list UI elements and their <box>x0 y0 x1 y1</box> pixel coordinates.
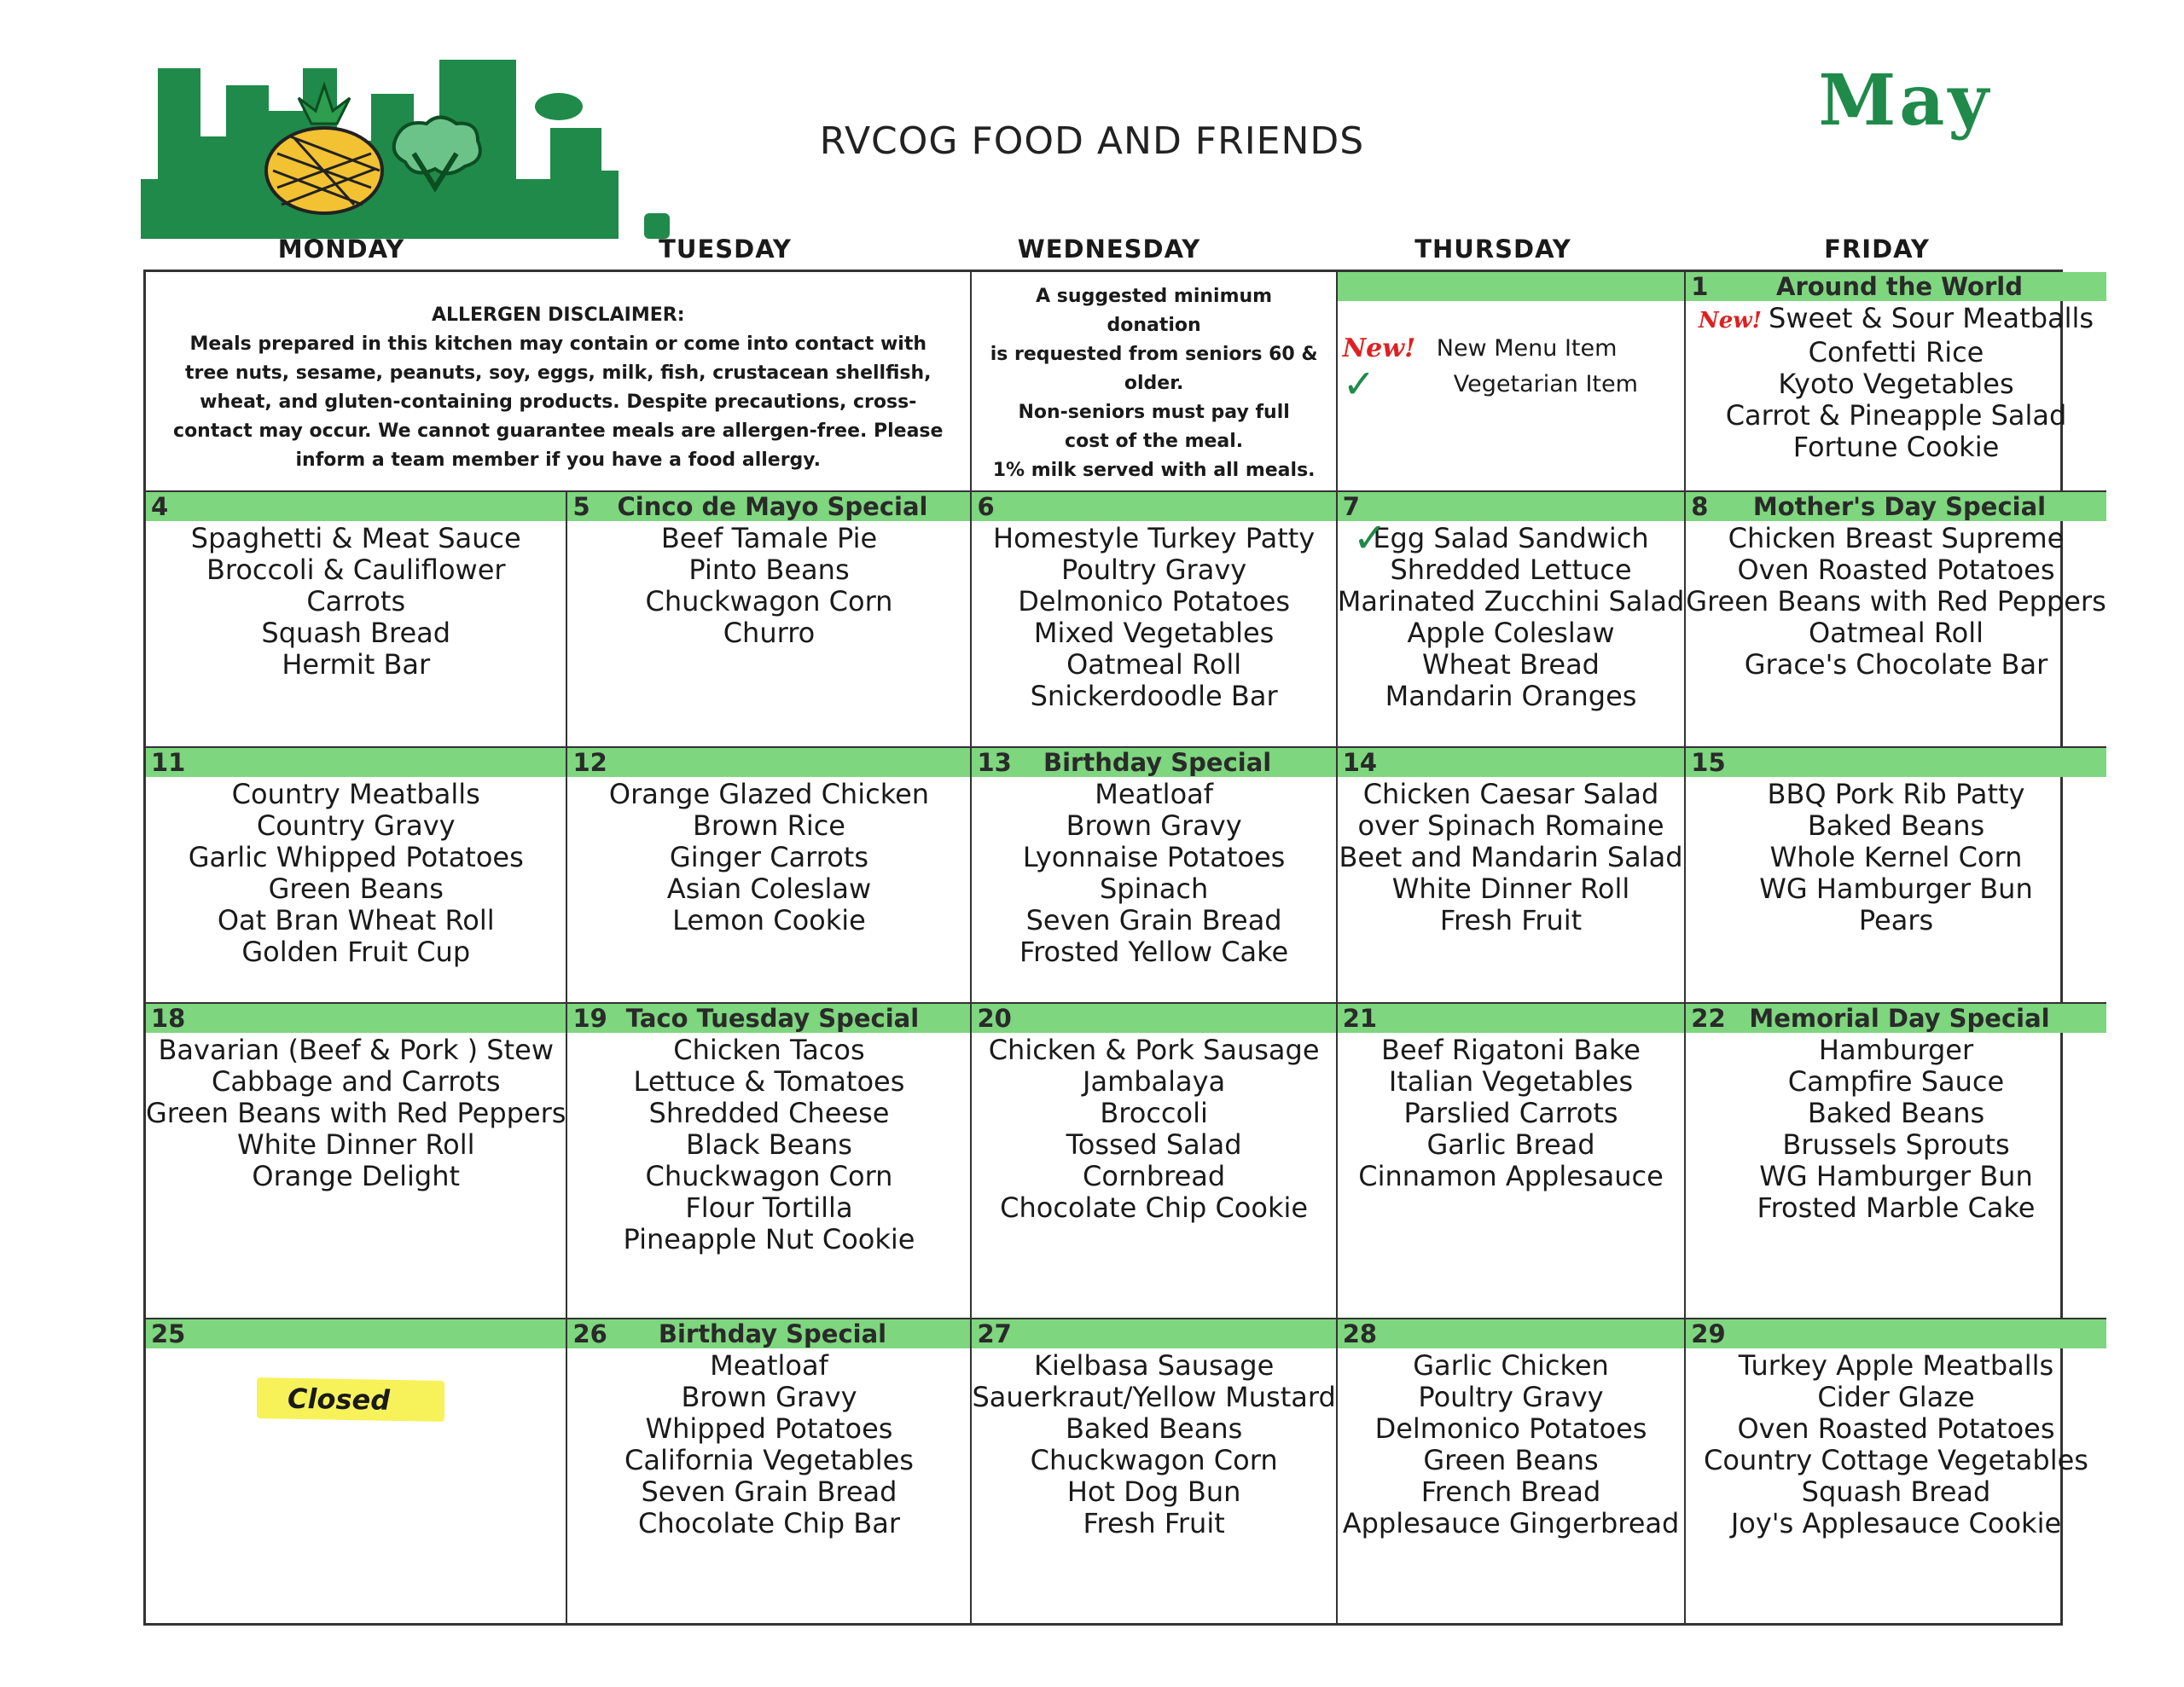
day-bar <box>1338 492 1685 521</box>
menu-item: Marinated Zucchini Salad <box>1337 585 1685 617</box>
menu-items <box>972 1033 1335 1224</box>
menu-item: Applesauce Gingerbread <box>1342 1507 1680 1539</box>
menu-item: Grace's Chocolate Bar <box>1744 648 2048 681</box>
date-number: 5 <box>572 492 590 521</box>
date-number: 8 <box>1691 492 1709 521</box>
date-number: 25 <box>151 1319 186 1348</box>
menu-item: Spaghetti & Meat Sauce <box>190 522 521 554</box>
day-cell <box>567 492 972 748</box>
menu-item: Country Cottage Vegetables <box>1704 1444 2088 1476</box>
menu-item: Fresh Fruit <box>1083 1507 1225 1539</box>
legend-bar <box>1338 272 1685 301</box>
allergen-heading: ALLERGEN DISCLAIMER: <box>431 304 685 326</box>
menu-item: Fresh Fruit <box>1439 904 1583 936</box>
day-bar <box>1686 748 2106 777</box>
day-cell <box>972 748 1337 1004</box>
menu-item: Ginger Carrots <box>669 841 869 873</box>
day-cell <box>146 1319 567 1623</box>
menu-item: Lemon Cookie <box>672 904 866 936</box>
date-number: 6 <box>977 492 995 521</box>
allergen-line: tree nuts, sesame, peanuts, soy, eggs, milk, fish, crustacean shellfish, <box>184 362 932 384</box>
menu-item: Cornbread <box>1083 1160 1226 1192</box>
day-cell <box>1686 1319 2106 1623</box>
special-label: Cinco de Mayo Special <box>617 492 928 521</box>
day-bar <box>972 748 1335 777</box>
menu-item: Green Beans with Red Peppers <box>1686 585 2106 617</box>
date-number: 4 <box>151 492 169 521</box>
day-bar <box>972 1004 1335 1033</box>
day-cell <box>567 748 972 1004</box>
menu-item: Brussels Sprouts <box>1782 1128 2010 1161</box>
menu-item: Delmonico Potatoes <box>1374 1412 1647 1445</box>
day-header-thursday: THURSDAY <box>1414 235 1571 264</box>
menu-item: Kyoto Vegetables <box>1778 368 2014 400</box>
date-number: 13 <box>977 748 1012 777</box>
menu-item: French Bread <box>1420 1475 1601 1508</box>
menu-item: Chicken & Pork Sausage <box>988 1034 1320 1066</box>
menu-item: Country Meatballs <box>231 778 480 810</box>
menu-item: Asian Coleslaw <box>666 872 872 905</box>
day-cell <box>146 748 567 1004</box>
date-number: 15 <box>1691 748 1726 777</box>
menu-item: Spinach <box>1099 872 1209 905</box>
day-cell <box>1686 492 2106 748</box>
date-number: 19 <box>572 1004 607 1033</box>
day-cell <box>1686 1004 2106 1319</box>
day-cell <box>1338 1004 1687 1319</box>
menu-item: Frosted Yellow Cake <box>1019 936 1289 968</box>
donation-line: A suggested minimum donation <box>1036 286 1273 336</box>
menu-item: Delmonico Potatoes <box>1018 585 1291 617</box>
menu-item: Cinnamon Applesauce <box>1358 1160 1664 1192</box>
menu-item: Fortune Cookie <box>1792 431 2000 463</box>
menu-item: Homestyle Turkey Patty <box>993 522 1316 554</box>
menu-item: Hot Dog Bun <box>1066 1475 1241 1508</box>
day-bar <box>1338 1004 1685 1033</box>
menu-items <box>1338 521 1685 712</box>
menu-item: Chocolate Chip Bar <box>637 1507 900 1539</box>
menu-item: Chicken Breast Supreme <box>1728 522 2065 554</box>
menu-items <box>146 777 566 968</box>
allergen-line: Meals prepared in this kitchen may contain or come into contact with <box>189 333 927 355</box>
menu-item: Baked Beans <box>1807 809 1985 842</box>
menu-items <box>972 521 1335 712</box>
day-cell <box>972 1004 1337 1319</box>
menu-item: Golden Fruit Cup <box>241 936 471 968</box>
date-number: 7 <box>1342 492 1360 521</box>
menu-item: Broccoli & Cauliflower <box>206 554 506 586</box>
date-number: 26 <box>572 1319 607 1348</box>
menu-item: Chicken Tacos <box>673 1034 865 1066</box>
date-number: 29 <box>1691 1319 1726 1348</box>
menu-items <box>567 777 970 936</box>
menu-item: Black Beans <box>686 1128 852 1161</box>
date-number: 21 <box>1342 1004 1378 1033</box>
menu-item: Lettuce & Tomatoes <box>633 1065 905 1098</box>
day-cell <box>567 1319 972 1623</box>
special-label: Around the World <box>1776 272 2023 301</box>
menu-item: Oatmeal Roll <box>1066 648 1242 681</box>
menu-item: Pineapple Nut Cookie <box>623 1223 915 1255</box>
menu-item: Carrot & Pineapple Salad <box>1725 399 2067 432</box>
menu-item: Garlic Whipped Potatoes <box>188 841 524 873</box>
day-cell <box>1338 1319 1687 1623</box>
day-cell <box>1338 748 1687 1004</box>
menu-item: Beet and Mandarin Salad <box>1339 841 1683 873</box>
closed-label: Closed <box>257 1377 444 1422</box>
menu-item: Kielbasa Sausage <box>1033 1349 1275 1382</box>
menu-item: over Spinach Romaine <box>1357 809 1664 842</box>
allergen-line: contact may occur. We cannot guarantee meals are allergen-free. Please <box>173 420 944 442</box>
day-bar <box>567 748 970 777</box>
menu-item: Green Beans <box>268 872 444 905</box>
menu-item: Green Beans with Red Peppers <box>146 1097 566 1129</box>
day-header-monday: MONDAY <box>277 235 405 264</box>
donation-line: 1% milk served with all meals. <box>992 460 1316 481</box>
menu-item: Pinto Beans <box>688 554 850 586</box>
menu-item: Chicken Caesar Salad <box>1362 778 1659 810</box>
day-bar <box>972 1319 1335 1348</box>
menu-item: Oven Roasted Potatoes <box>1737 554 2055 586</box>
special-label: Memorial Day Special <box>1749 1004 2050 1033</box>
day-bar <box>567 1004 970 1033</box>
donation-note <box>972 272 1337 492</box>
menu-item: Chuckwagon Corn <box>645 1160 893 1192</box>
menu-items <box>1338 777 1685 936</box>
menu-item: Whipped Potatoes <box>645 1412 893 1445</box>
day-cell <box>972 492 1337 748</box>
donation-line: older. <box>1124 373 1184 394</box>
menu-item: Sauerkraut/Yellow Mustard <box>972 1381 1336 1413</box>
allergen-line: inform a team member if you have a food allergy. <box>295 449 821 471</box>
menu-item: Chocolate Chip Cookie <box>1000 1191 1309 1224</box>
date-number: 14 <box>1342 748 1378 777</box>
donation-line: is requested from seniors 60 & <box>990 344 1318 365</box>
day-header-wednesday: WEDNESDAY <box>1017 235 1201 264</box>
day-bar <box>1686 492 2106 521</box>
menu-item: Flour Tortilla <box>685 1191 853 1224</box>
menu-item: Seven Grain Bread <box>1025 904 1282 936</box>
day-bar <box>1338 1319 1685 1348</box>
menu-item: WG Hamburger Bun <box>1759 872 2033 905</box>
date-number: 1 <box>1691 272 1709 301</box>
menu-item: Garlic Chicken <box>1413 1349 1609 1382</box>
day-cell <box>567 1004 972 1319</box>
day-header-friday: FRIDAY <box>1824 235 1930 264</box>
menu-item: Apple Coleslaw <box>1407 617 1615 649</box>
menu-item: Brown Rice <box>692 809 845 842</box>
menu-item: Campfire Sauce <box>1787 1065 2005 1098</box>
menu-item: Jambalaya <box>1083 1065 1226 1098</box>
date-number: 22 <box>1691 1004 1726 1033</box>
day-cell <box>972 1319 1337 1623</box>
menu-calendar <box>143 270 2106 1626</box>
menu-item: Orange Glazed Chicken <box>608 778 930 810</box>
menu-item: Sweet & Sour Meatballs <box>1769 302 2094 334</box>
menu-item: Hamburger <box>1818 1034 1974 1066</box>
menu-item: Frosted Marble Cake <box>1757 1191 2036 1224</box>
menu-item: Orange Delight <box>252 1160 461 1192</box>
date-number: 27 <box>977 1319 1012 1348</box>
menu-item: Seven Grain Bread <box>641 1475 897 1508</box>
menu-item: Oven Roasted Potatoes <box>1737 1412 2055 1445</box>
special-label: Birthday Special <box>1043 748 1272 777</box>
menu-item: Beef Rigatoni Bake <box>1381 1034 1641 1066</box>
day-bar <box>567 1319 970 1348</box>
menu-item: Brown Gravy <box>1066 809 1242 842</box>
menu-item: Hermit Bar <box>282 648 431 681</box>
day-bar <box>972 492 1335 521</box>
menu-item: California Vegetables <box>624 1444 914 1476</box>
date-number: 12 <box>572 748 607 777</box>
page-title: RVCOG FOOD AND FRIENDS <box>819 119 1365 163</box>
allergen-disclaimer <box>146 272 972 492</box>
menu-item: Mixed Vegetables <box>1033 617 1275 649</box>
special-label: Mother's Day Special <box>1752 492 2047 521</box>
menu-items <box>1686 1348 2106 1539</box>
menu-item: Oatmeal Roll <box>1808 617 1984 649</box>
menu-item: Carrots <box>306 585 406 617</box>
menu-item: Meatloaf <box>710 1349 828 1382</box>
date-number: 28 <box>1342 1319 1378 1348</box>
date-number: 20 <box>977 1004 1012 1033</box>
day-bar <box>1686 1004 2106 1033</box>
day-cell <box>146 492 567 748</box>
menu-item: Baked Beans <box>1065 1412 1243 1445</box>
legend-cell <box>1338 272 1687 492</box>
menu-item: Pears <box>1858 904 1934 936</box>
menu-item: Parslied Carrots <box>1403 1097 1618 1129</box>
menu-item: Wheat Bread <box>1422 648 1600 681</box>
menu-item: Chuckwagon Corn <box>645 585 893 617</box>
menu-item: Whole Kernel Corn <box>1769 841 2023 873</box>
legend <box>1342 330 1680 407</box>
new-tag-icon: New! <box>1342 333 1416 363</box>
menu-items <box>1686 521 2106 681</box>
menu-item: Poultry Gravy <box>1418 1381 1604 1413</box>
menu-item: Joy's Applesauce Cookie <box>1730 1507 2062 1539</box>
menu-item: Squash Bread <box>261 617 451 649</box>
menu-item: White Dinner Roll <box>1391 872 1630 905</box>
menu-item: Beef Tamale Pie <box>660 522 878 554</box>
menu-item: Tossed Salad <box>1066 1128 1242 1161</box>
menu-items <box>146 1348 566 1350</box>
special-label: Birthday Special <box>658 1319 887 1348</box>
day-bar <box>146 1319 566 1348</box>
day-bar <box>146 1004 566 1033</box>
menu-item: WG Hamburger Bun <box>1759 1160 2033 1192</box>
day-bar <box>146 748 566 777</box>
special-label: Taco Tuesday Special <box>625 1004 920 1033</box>
menu-item: Broccoli <box>1100 1097 1208 1129</box>
menu-items <box>1686 1033 2106 1224</box>
menu-item: Cider Glaze <box>1817 1381 1975 1413</box>
menu-item: Garlic Bread <box>1426 1128 1595 1161</box>
menu-item: Meatloaf <box>1095 778 1214 810</box>
menu-item: Squash Bread <box>1801 1475 1991 1508</box>
menu-item: Cabbage and Carrots <box>211 1065 501 1098</box>
menu-item: Chuckwagon Corn <box>1030 1444 1278 1476</box>
menu-item: BBQ Pork Rib Patty <box>1767 778 2025 810</box>
menu-item: Oat Bran Wheat Roll <box>217 904 495 936</box>
day-cell <box>1686 748 2106 1004</box>
menu-items <box>146 1033 566 1192</box>
menu-item: Bavarian (Beef & Pork ) Stew <box>158 1034 555 1066</box>
menu-item: Country Gravy <box>256 809 456 842</box>
menu-item: Green Beans <box>1423 1444 1599 1476</box>
menu-item: Poultry Gravy <box>1061 554 1247 586</box>
menu-items <box>1338 1348 1685 1539</box>
day-bar <box>146 492 566 521</box>
legend-new-label: New Menu Item <box>1436 334 1618 362</box>
menu-item: Brown Gravy <box>681 1381 857 1413</box>
menu-item: White Dinner Roll <box>236 1128 475 1161</box>
menu-item: Shredded Lettuce <box>1390 554 1632 586</box>
new-tag-icon: New! <box>1698 308 1763 333</box>
menu-item: Confetti Rice <box>1808 336 1984 368</box>
donation-line: Non-seniors must pay full <box>1018 402 1290 423</box>
day-bar <box>1338 748 1685 777</box>
legend-veg-label: Vegetarian Item <box>1453 370 1638 397</box>
menu-items <box>567 521 970 649</box>
day-bar <box>1686 1319 2106 1348</box>
day-bar <box>567 492 970 521</box>
date-number: 11 <box>151 748 186 777</box>
menu-item: Snickerdoodle Bar <box>1030 680 1278 712</box>
menu-item: Turkey Apple Meatballs <box>1738 1349 2054 1382</box>
menu-items <box>146 521 566 681</box>
day-cell <box>1686 272 2106 492</box>
menu-item: Shredded Cheese <box>648 1097 890 1129</box>
checkmark-veg-icon: ✓ <box>1342 361 1376 407</box>
date-number: 18 <box>151 1004 186 1033</box>
day-cell <box>146 1004 567 1319</box>
day-cell <box>1338 492 1687 748</box>
menu-items <box>567 1348 970 1539</box>
menu-item: Lyonnaise Potatoes <box>1022 841 1286 873</box>
menu-item: Mandarin Oranges <box>1385 680 1637 712</box>
menu-item: Churro <box>723 617 816 649</box>
checkmark-veg-icon: ✓ <box>1352 514 1387 562</box>
menu-items <box>972 1348 1335 1539</box>
menu-item: Egg Salad Sandwich <box>1373 522 1649 554</box>
menu-items <box>1686 777 2106 936</box>
menu-item: Baked Beans <box>1807 1097 1985 1129</box>
allergen-line: wheat, and gluten-containing products. Despite precautions, cross- <box>200 391 917 413</box>
menu-items <box>1338 1033 1685 1192</box>
menu-items <box>567 1033 970 1255</box>
month-title: May <box>1818 60 1992 142</box>
day-header-tuesday: TUESDAY <box>659 235 792 264</box>
menu-items <box>972 777 1335 968</box>
menu-item: Italian Vegetables <box>1388 1065 1634 1098</box>
donation-line: cost of the meal. <box>1065 431 1244 452</box>
